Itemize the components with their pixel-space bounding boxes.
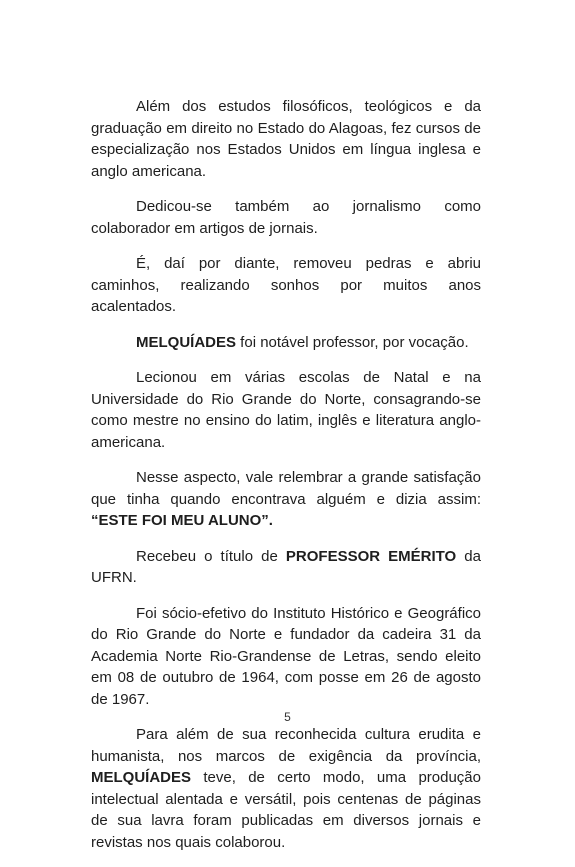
paragraph-professor-text: foi notável professor, por vocação. (236, 333, 469, 351)
quote-este-foi-meu-aluno: “ESTE FOI MEU ALUNO”. (91, 512, 273, 529)
page-number: 5 (284, 710, 291, 724)
paragraph-paths: É, daí por diante, removeu pedras e abriu caminhos, realizando sonhos por muitos anos acalentados. (91, 255, 481, 315)
paragraph-teaching: Lecionou em várias escolas de Natal e na Universidade do Rio Grande do Norte, consagrando-se como mestre no ensino do latim, inglês e literatura anglo-americana. (91, 369, 481, 451)
paragraph-institute: Foi sócio-efetivo do Instituto Histórico e Geográfico do Rio Grande do Norte e fundador da cadeira 31 da Academia Norte Rio-Grandense de Letras, sendo eleito em 08 de outubro de 1964, com posse em 26 de agosto de 1967. (91, 604, 481, 708)
paragraph-journalism: Dedicou-se também ao jornalismo como colaborador em artigos de jornais. (91, 198, 481, 237)
paragraph-student-quote (91, 467, 481, 532)
name-melquiades: MELQUÍADES (91, 769, 192, 786)
paragraph-professor (91, 332, 481, 354)
name-melquiades: MELQUÍADES (136, 333, 237, 351)
title-professor-emerito: PROFESSOR EMÉRITO (285, 547, 457, 565)
paragraph-production-after: teve, de certo modo, uma produção intelectual alentada e versátil, pois centenas de páginas de sua lavra foram publicadas em diversos jornais e revistas nos quais colaborou. (91, 769, 481, 851)
paragraph-emeritus-before: Recebeu o título de (136, 547, 286, 565)
paragraph-production (91, 724, 481, 853)
paragraph-emeritus (91, 546, 481, 589)
paragraph-emeritus-after: da UFRN. (91, 547, 481, 586)
document-page (91, 96, 481, 867)
paragraph-studies: Além dos estudos filosóficos, teológicos e da graduação em direito no Estado do Alagoas, fez cursos de especialização nos Estados Unidos em língua inglesa e anglo americana. (91, 98, 481, 180)
paragraph-student-quote-text: Nesse aspecto, vale relembrar a grande satisfação que tinha quando encontrava alguém e dizia assim: (91, 469, 481, 508)
paragraph-production-before: Para além de sua reconhecida cultura erudita e humanista, nos marcos de exigência da província, (91, 726, 481, 765)
